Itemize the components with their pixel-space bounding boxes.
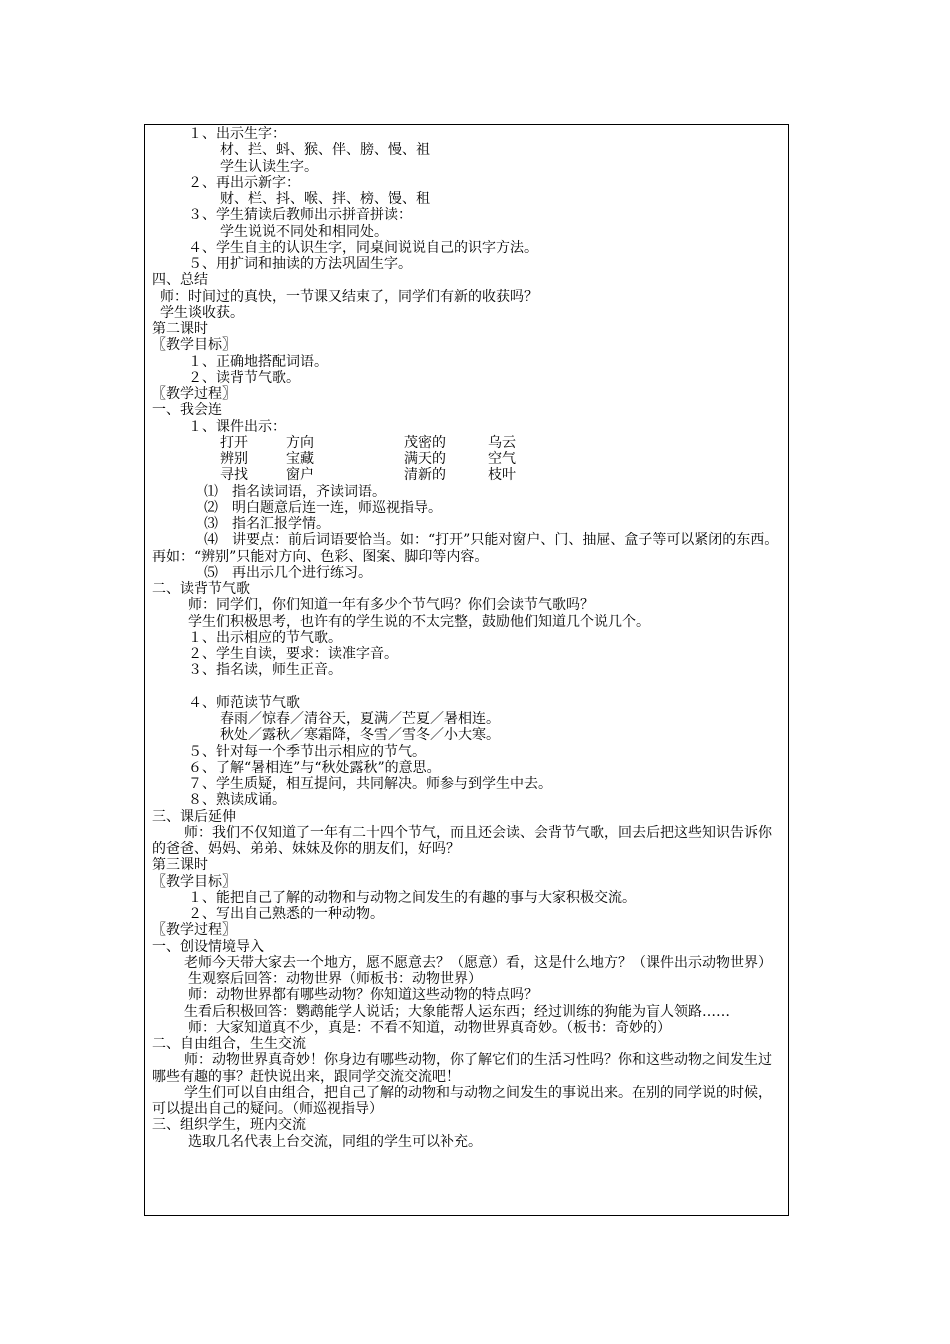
text-line: ４、师范读节气歌 <box>188 694 300 711</box>
text-line: ７、学生质疑，相互提问，共同解决。师参与到学生中去。 <box>188 776 552 792</box>
section-heading: 二、读背节气歌 <box>152 581 250 597</box>
text-line: １、能把自己了解的动物和与动物之间发生的有趣的事与大家积极交流。 <box>188 889 636 906</box>
text-line: ２、再出示新字： <box>188 174 300 191</box>
word-cell: 窗户 <box>286 467 314 484</box>
text-paragraph: 师：动物世界真奇妙！你身边有哪些动物，你了解它们的生活习性吗？你和这些动物之间发生过哪些有趣的事？赶快说出来，跟同学交流交流吧！ <box>152 1052 772 1085</box>
section-heading: 四、总结 <box>152 272 208 289</box>
text-line: ⑵ 明白题意后连一连，师巡视指导。 <box>204 499 442 516</box>
text-line: 秋处／露秋／寒霜降，冬雪／雪冬／小大寒。 <box>220 727 500 744</box>
text-line: ８、熟读成诵。 <box>188 792 286 809</box>
table-bottom-rule <box>144 1215 789 1216</box>
word-cell: 满天的 <box>404 451 446 467</box>
text-line: 财、栏、抖、喉、拌、榜、馒、租 <box>220 191 430 207</box>
section-heading: 〖教学目标〗 <box>152 873 236 890</box>
text-paragraph: ⑷ 讲要点：前后词语要恰当。如：“打开”只能对窗户、门、抽屉、盒子等可以紧闭的东西。再如：“辨别”只能对方向、色彩、图案、脚印等内容。 <box>152 532 779 565</box>
word-cell: 方向 <box>286 434 314 451</box>
text-paragraph: 老师今天带大家去一个地方，愿不愿意去？（愿意）看，这是什么地方？（课件出示动物世界） <box>184 954 772 971</box>
lesson-heading: 第三课时 <box>152 857 208 874</box>
section-heading: 二、自由组合，生生交流 <box>152 1036 306 1052</box>
word-grid-row <box>152 435 784 451</box>
text-line: １、出示相应的节气歌。 <box>188 629 342 646</box>
text-line: ２、学生自读，要求：读准字音。 <box>188 646 398 662</box>
text-line: 学生谈收获。 <box>160 304 244 321</box>
lesson-plan-content <box>152 126 784 1150</box>
text-paragraph: 师：我们不仅知道了一年有二十四个节气，而且还会读、会背节气歌，回去后把这些知识告诉你的爸爸、妈妈、弟弟、妹妹及你的朋友们，好吗？ <box>152 824 772 857</box>
text-line: ⑶ 指名汇报学情。 <box>204 516 330 532</box>
section-heading: 〖教学过程〗 <box>152 922 236 939</box>
text-line: 材、拦、蚪、猴、伴、膀、慢、祖 <box>220 142 430 159</box>
section-heading: 〖教学目标〗 <box>152 337 236 354</box>
section-heading: 一、创设情境导入 <box>152 938 264 955</box>
word-cell: 茂密的 <box>404 434 446 451</box>
text-line: ３、指名读，师生正音。 <box>188 662 342 679</box>
text-line: ６、了解“暑相连”与“秋处露秋”的意思。 <box>188 759 441 776</box>
word-cell: 枝叶 <box>488 467 516 484</box>
text-line: １、课件出示： <box>188 418 286 435</box>
word-cell: 辨别 <box>220 451 248 467</box>
word-cell: 乌云 <box>488 434 516 451</box>
text-line: 师：同学们，你们知道一年有多少个节气吗？你们会读节气歌吗？ <box>188 597 594 614</box>
word-cell: 清新的 <box>404 467 446 484</box>
text-line: 学生们积极思考，也许有的学生说的不太完整，鼓励他们知道几个说几个。 <box>188 613 650 630</box>
text-line: ⑸ 再出示几个进行练习。 <box>204 564 372 581</box>
text-line: １、出示生字： <box>188 126 286 142</box>
word-grid-row <box>152 467 784 483</box>
word-cell: 寻找 <box>220 467 248 484</box>
section-heading: 〖教学过程〗 <box>152 386 236 402</box>
blank-line <box>152 679 784 695</box>
text-line: ３、学生猜读后教师出示拼音拼读： <box>188 207 412 224</box>
text-line: ２、写出自己熟悉的一种动物。 <box>188 906 384 922</box>
word-cell: 宝藏 <box>286 451 314 467</box>
section-heading: 三、课后延伸 <box>152 808 236 825</box>
text-line: 学生认读生字。 <box>220 158 318 175</box>
lesson-heading: 第二课时 <box>152 321 208 337</box>
text-line: 师：时间过的真快，一节课又结束了，同学们有新的收获吗？ <box>160 288 538 305</box>
text-line: 生观察后回答：动物世界（师板书：动物世界） <box>188 971 482 987</box>
text-line: ５、针对每一个季节出示相应的节气。 <box>188 743 426 760</box>
text-paragraph: 学生们可以自由组合，把自己了解的动物和与动物之间发生的事说出来。在别的同学说的时候，可以提出自己的疑问。（师巡视指导） <box>152 1084 772 1117</box>
text-line: 师：动物世界都有哪些动物？你知道这些动物的特点吗？ <box>188 987 538 1004</box>
word-cell: 打开 <box>220 434 248 451</box>
text-line: 春雨／惊春／清谷天，夏满／芒夏／暑相连。 <box>220 711 500 727</box>
text-line: ⑴ 指名读词语，齐读词语。 <box>204 483 386 500</box>
word-cell: 空气 <box>488 451 516 467</box>
text-paragraph: 生看后积极回答：鹦鹉能学人说话；大象能帮人运东西；经过训练的狗能为盲人领路…… <box>184 1003 730 1020</box>
section-heading: 三、组织学生，班内交流 <box>152 1117 306 1134</box>
text-line: 学生说说不同处和相同处。 <box>220 223 388 240</box>
text-line: ２、读背节气歌。 <box>188 369 300 386</box>
text-line: ４、学生自主的认识生字，同桌间说说自己的识字方法。 <box>188 239 538 256</box>
text-line: 选取几名代表上台交流，同组的学生可以补充。 <box>188 1133 482 1150</box>
text-line: 师：大家知道真不少，真是：不看不知道，动物世界真奇妙。（板书：奇妙的） <box>188 1019 671 1036</box>
text-line: ５、用扩词和抽读的方法巩固生字。 <box>188 256 412 272</box>
text-line: １、正确地搭配词语。 <box>188 353 328 370</box>
word-grid-row <box>152 451 784 467</box>
section-heading: 一、我会连 <box>152 402 222 419</box>
